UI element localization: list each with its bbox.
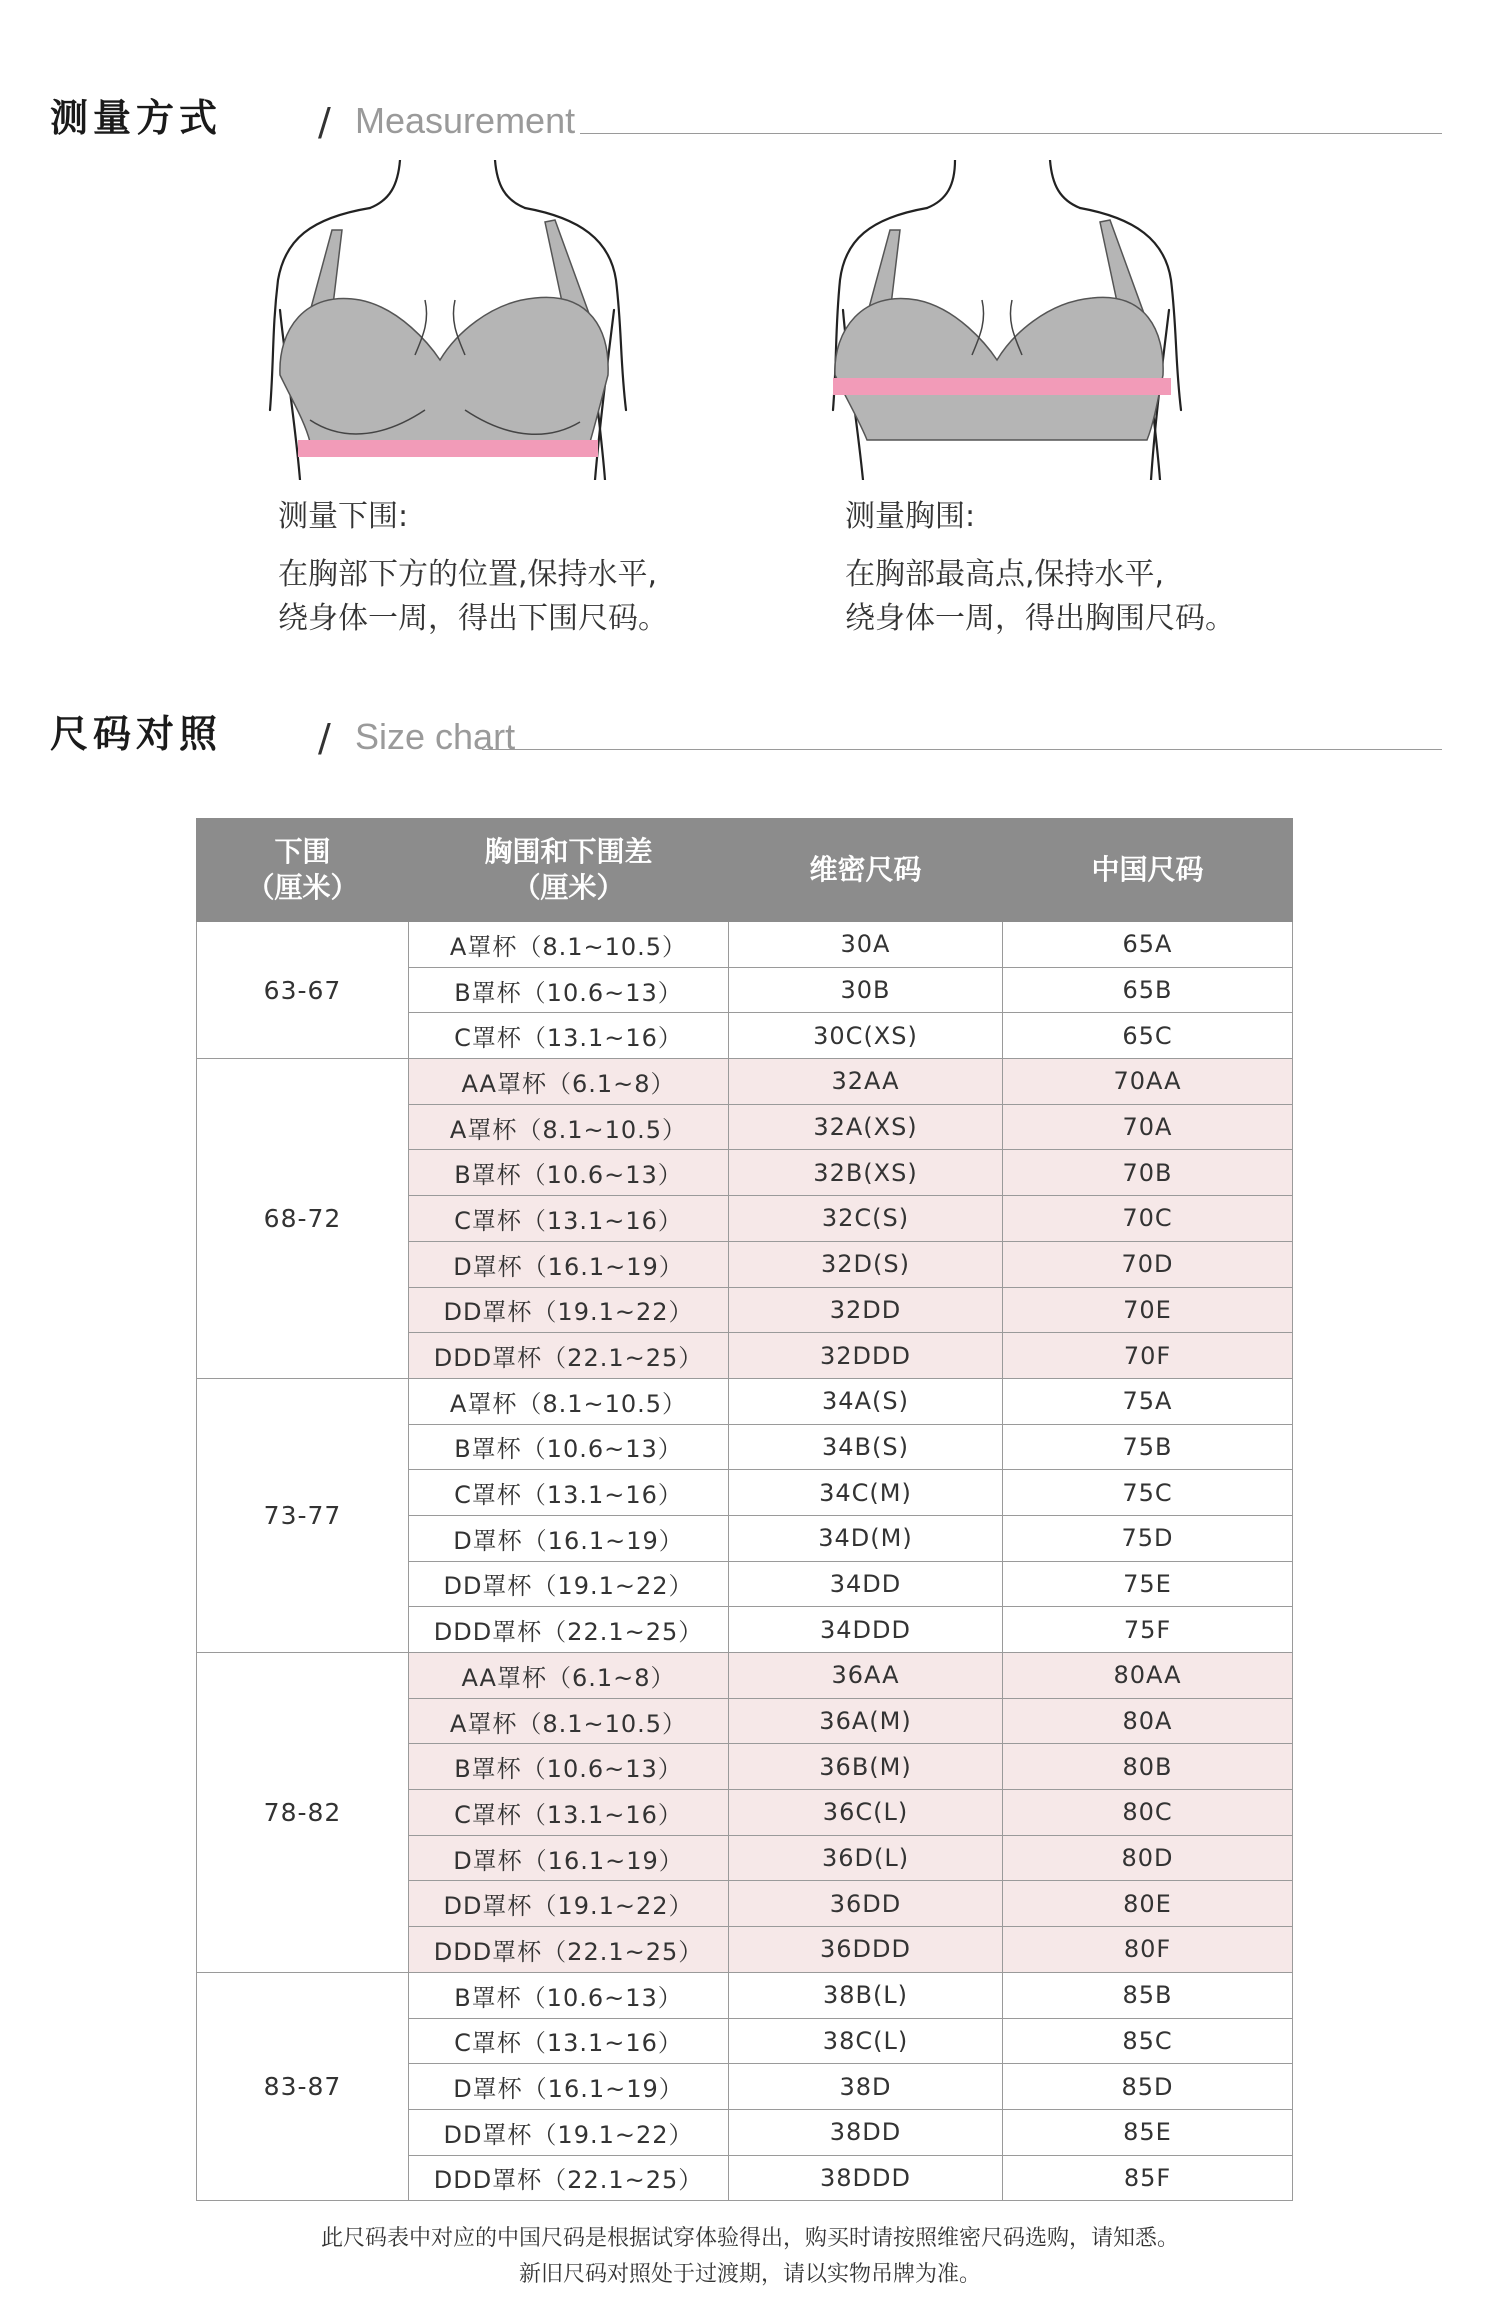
measuring-tape-underbust <box>298 440 598 457</box>
cn-size-cell: 70C <box>1003 1196 1293 1242</box>
cn-size-cell: 75F <box>1003 1607 1293 1653</box>
cn-size-cell: 80AA <box>1003 1653 1293 1699</box>
underbust-measure-illustration <box>250 160 660 480</box>
cn-size-cell: 70AA <box>1003 1059 1293 1105</box>
header-vs-size: 维密尺码 <box>729 819 1003 922</box>
cn-size-cell: 80A <box>1003 1698 1293 1744</box>
cn-size-cell: 75A <box>1003 1378 1293 1424</box>
table-row <box>197 1653 1293 1699</box>
cup-range-cell: A罩杯（8.1~10.5） <box>409 922 729 968</box>
cup-range-cell: C罩杯（13.1~16） <box>409 1196 729 1242</box>
cn-size-cell: 75B <box>1003 1424 1293 1470</box>
cn-size-cell: 75E <box>1003 1561 1293 1607</box>
cup-range-cell: AA罩杯（6.1~8） <box>409 1059 729 1105</box>
cup-range-cell: DDD罩杯（22.1~25） <box>409 1927 729 1973</box>
vs-size-cell: 32D(S) <box>729 1241 1003 1287</box>
title-slash: / <box>318 100 331 144</box>
table-row <box>197 1059 1293 1105</box>
cup-range-cell: C罩杯（13.1~16） <box>409 1790 729 1836</box>
underbust-instructions <box>278 495 668 641</box>
cup-range-cell: AA罩杯（6.1~8） <box>409 1653 729 1699</box>
cup-range-cell: C罩杯（13.1~16） <box>409 2018 729 2064</box>
underbust-line2: 绕身体一周，得出下围尺码。 <box>278 601 668 636</box>
bust-measure-illustration <box>815 160 1225 480</box>
bust-line1: 在胸部最高点,保持水平, <box>845 557 1165 592</box>
cn-size-cell: 80E <box>1003 1881 1293 1927</box>
measuring-tape-bust <box>833 378 1171 395</box>
bust-instructions <box>845 495 1235 641</box>
bra-cups <box>835 297 1163 440</box>
header-cn-size: 中国尺码 <box>1003 819 1293 922</box>
header-divider-line <box>580 133 1442 134</box>
bust-line2: 绕身体一周，得出胸围尺码。 <box>845 601 1235 636</box>
header-diff-line1: 胸围和下围差 <box>484 835 653 868</box>
footnote-line1: 此尺码表中对应的中国尺码是根据试穿体验得出，购买时请按照维密尺码选购，请知悉。 <box>320 2226 1179 2251</box>
cup-range-cell: DDD罩杯（22.1~25） <box>409 1333 729 1379</box>
cup-range-cell: B罩杯（10.6~13） <box>409 1424 729 1470</box>
cn-size-cell: 85D <box>1003 2064 1293 2110</box>
cn-size-cell: 70D <box>1003 1241 1293 1287</box>
cn-size-cell: 65B <box>1003 967 1293 1013</box>
cn-size-cell: 70A <box>1003 1104 1293 1150</box>
cup-range-cell: C罩杯（13.1~16） <box>409 1470 729 1516</box>
header-band-size <box>197 819 409 922</box>
vs-size-cell: 32A(XS) <box>729 1104 1003 1150</box>
header-diff-line2: （厘米） <box>512 871 625 904</box>
cn-size-cell: 65A <box>1003 922 1293 968</box>
cn-size-cell: 85E <box>1003 2109 1293 2155</box>
vs-size-cell: 38B(L) <box>729 1972 1003 2018</box>
cup-range-cell: DD罩杯（19.1~22） <box>409 1881 729 1927</box>
cn-size-cell: 65C <box>1003 1013 1293 1059</box>
table-header-row <box>197 819 1293 922</box>
header-cup-difference <box>409 819 729 922</box>
vs-size-cell: 34DDD <box>729 1607 1003 1653</box>
table-row <box>197 922 1293 968</box>
vs-size-cell: 34A(S) <box>729 1378 1003 1424</box>
cn-size-cell: 75C <box>1003 1470 1293 1516</box>
measurement-title-zh: 测量方式 <box>50 96 223 140</box>
cn-size-cell: 85C <box>1003 2018 1293 2064</box>
cn-size-cell: 85B <box>1003 1972 1293 2018</box>
cup-range-cell: A罩杯（8.1~10.5） <box>409 1378 729 1424</box>
vs-size-cell: 38C(L) <box>729 2018 1003 2064</box>
cup-range-cell: DDD罩杯（22.1~25） <box>409 1607 729 1653</box>
cn-size-cell: 85F <box>1003 2155 1293 2201</box>
cup-range-cell: DD罩杯（19.1~22） <box>409 1287 729 1333</box>
cup-range-cell: B罩杯（10.6~13） <box>409 1744 729 1790</box>
cn-size-cell: 70B <box>1003 1150 1293 1196</box>
vs-size-cell: 32DDD <box>729 1333 1003 1379</box>
vs-size-cell: 32AA <box>729 1059 1003 1105</box>
vs-size-cell: 36AA <box>729 1653 1003 1699</box>
cup-range-cell: A罩杯（8.1~10.5） <box>409 1698 729 1744</box>
bra-cups <box>280 297 608 442</box>
cn-size-cell: 70F <box>1003 1333 1293 1379</box>
vs-size-cell: 38DD <box>729 2109 1003 2155</box>
size-chart-table <box>196 818 1293 2201</box>
vs-size-cell: 34B(S) <box>729 1424 1003 1470</box>
vs-size-cell: 30C(XS) <box>729 1013 1003 1059</box>
cup-range-cell: DD罩杯（19.1~22） <box>409 1561 729 1607</box>
cup-range-cell: D罩杯（16.1~19） <box>409 1835 729 1881</box>
vs-size-cell: 36DD <box>729 1881 1003 1927</box>
cn-size-cell: 80B <box>1003 1744 1293 1790</box>
cup-range-cell: D罩杯（16.1~19） <box>409 2064 729 2110</box>
cn-size-cell: 80C <box>1003 1790 1293 1836</box>
cup-range-cell: D罩杯（16.1~19） <box>409 1515 729 1561</box>
vs-size-cell: 34D(M) <box>729 1515 1003 1561</box>
cup-range-cell: B罩杯（10.6~13） <box>409 967 729 1013</box>
vs-size-cell: 32DD <box>729 1287 1003 1333</box>
cup-range-cell: DD罩杯（19.1~22） <box>409 2109 729 2155</box>
cup-range-cell: D罩杯（16.1~19） <box>409 1241 729 1287</box>
cn-size-cell: 80D <box>1003 1835 1293 1881</box>
vs-size-cell: 30A <box>729 922 1003 968</box>
band-size-cell: 63-67 <box>197 922 409 1059</box>
header-band-line1: 下围 <box>274 835 331 868</box>
cn-size-cell: 80F <box>1003 1927 1293 1973</box>
vs-size-cell: 36C(L) <box>729 1790 1003 1836</box>
table-row <box>197 1378 1293 1424</box>
measurement-section-header <box>50 88 1442 148</box>
cup-range-cell: B罩杯（10.6~13） <box>409 1150 729 1196</box>
vs-size-cell: 34DD <box>729 1561 1003 1607</box>
vs-size-cell: 32B(XS) <box>729 1150 1003 1196</box>
footnote-line2: 新旧尺码对照处于过渡期，请以实物吊牌为准。 <box>518 2262 981 2287</box>
header-divider-line <box>482 749 1442 750</box>
cn-size-cell: 75D <box>1003 1515 1293 1561</box>
band-size-cell: 68-72 <box>197 1059 409 1379</box>
vs-size-cell: 34C(M) <box>729 1470 1003 1516</box>
vs-size-cell: 36D(L) <box>729 1835 1003 1881</box>
band-size-cell: 78-82 <box>197 1653 409 1973</box>
vs-size-cell: 32C(S) <box>729 1196 1003 1242</box>
header-band-line2: （厘米） <box>246 871 359 904</box>
vs-size-cell: 30B <box>729 967 1003 1013</box>
vs-size-cell: 36B(M) <box>729 1744 1003 1790</box>
cup-range-cell: C罩杯（13.1~16） <box>409 1013 729 1059</box>
band-size-cell: 73-77 <box>197 1378 409 1652</box>
table-row <box>197 1972 1293 2018</box>
size-chart-title-zh: 尺码对照 <box>50 712 223 756</box>
underbust-line1: 在胸部下方的位置,保持水平, <box>278 557 658 592</box>
size-chart-title-en: Size chart <box>355 716 516 757</box>
vs-size-cell: 38DDD <box>729 2155 1003 2201</box>
cup-range-cell: B罩杯（10.6~13） <box>409 1972 729 2018</box>
measurement-title-en: Measurement <box>355 100 576 141</box>
size-table-body <box>197 922 1293 2201</box>
cup-range-cell: DDD罩杯（22.1~25） <box>409 2155 729 2201</box>
cn-size-cell: 70E <box>1003 1287 1293 1333</box>
size-chart-section-header <box>50 704 1442 764</box>
title-slash: / <box>318 716 331 760</box>
vs-size-cell: 36A(M) <box>729 1698 1003 1744</box>
bust-title: 测量胸围: <box>845 499 976 534</box>
underbust-title: 测量下围: <box>278 499 409 534</box>
band-size-cell: 83-87 <box>197 1972 409 2200</box>
cup-range-cell: A罩杯（8.1~10.5） <box>409 1104 729 1150</box>
vs-size-cell: 36DDD <box>729 1927 1003 1973</box>
vs-size-cell: 38D <box>729 2064 1003 2110</box>
